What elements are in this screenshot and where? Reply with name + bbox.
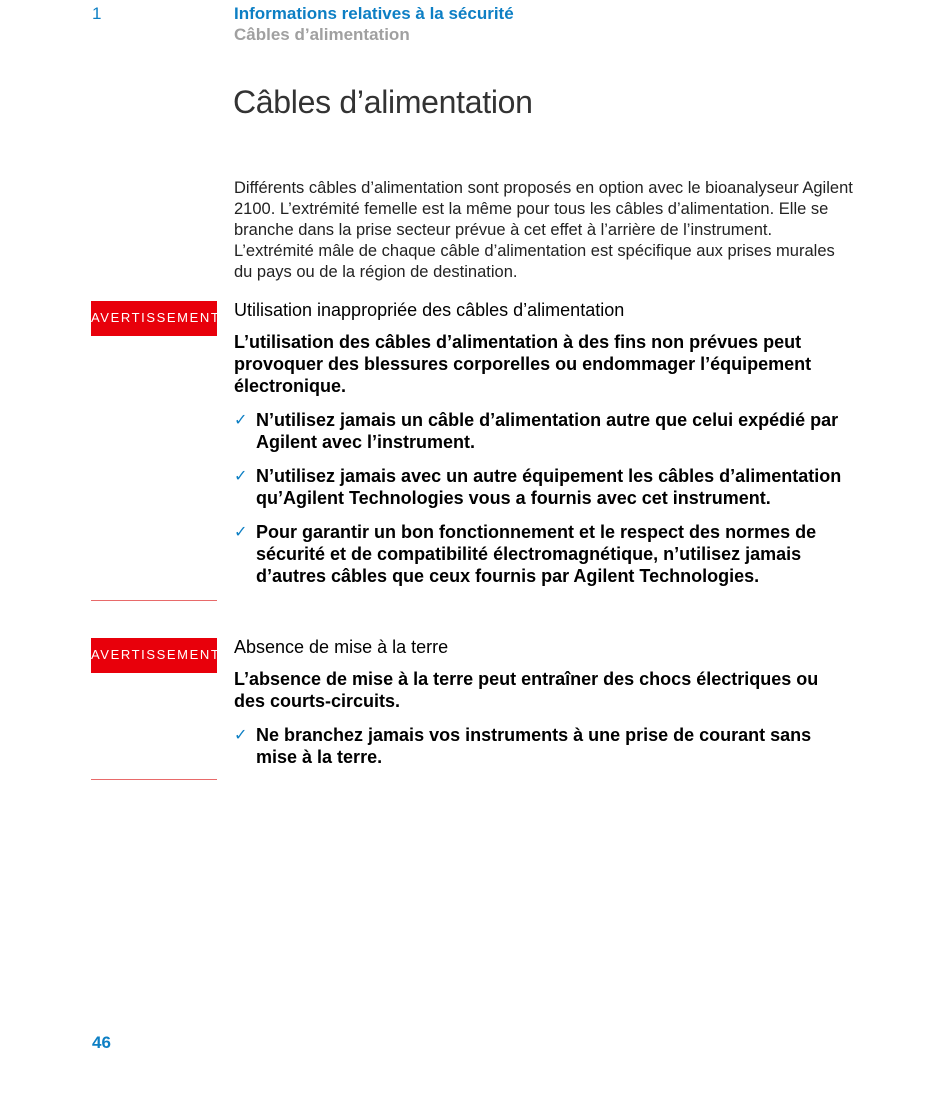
list-item-text: N’utilisez jamais avec un autre équipement les câbles d’alimentation qu’Agilent Technologies vous a fournis avec cet instrument. xyxy=(256,466,842,508)
checkmark-icon: ✓ xyxy=(234,466,248,485)
warning-block xyxy=(234,299,854,599)
warning-list xyxy=(234,724,854,768)
list-item-text: Ne branchez jamais vos instruments à une prise de courant sans mise à la terre. xyxy=(256,725,812,767)
warning-divider xyxy=(91,600,217,601)
warning-list xyxy=(234,409,854,587)
checkmark-icon: ✓ xyxy=(234,410,248,429)
warning-label: AVERTISSEMENT xyxy=(91,301,217,336)
warning-heading: Absence de mise à la terre xyxy=(234,637,449,657)
list-item xyxy=(234,521,854,587)
checkmark-icon: ✓ xyxy=(234,725,248,744)
page-title: Câbles d’alimentation xyxy=(233,84,533,120)
list-item-text: Pour garantir un bon fonctionnement et le respect des normes de sécurité et de compatibilité électromagnétique, n’utilisez jamais d’autres câbles que ceux fournis par Agilent Technologies. xyxy=(256,522,817,586)
list-item xyxy=(234,465,854,509)
list-item xyxy=(234,724,854,768)
list-item-text: N’utilisez jamais un câble d’alimentation autre que celui expédié par Agilent avec l’instrument. xyxy=(256,410,839,452)
running-header-subtitle: Câbles d’alimentation xyxy=(234,25,410,44)
warning-heading: Utilisation inappropriée des câbles d’alimentation xyxy=(234,300,625,320)
warning-text: L’absence de mise à la terre peut entraîner des chocs électriques ou des courts-circuits. xyxy=(234,669,819,711)
warning-divider xyxy=(91,779,217,780)
running-header-title: Informations relatives à la sécurité xyxy=(234,4,514,23)
intro-paragraph: Différents câbles d’alimentation sont proposés en option avec le bioanalyseur Agilent 2100. L’extrémité femelle est la même pour tous les câbles d’alimentation. Elle se branche dans la prise secteur prévue à cet effet à l’arrière de l’instrument. L’extrémité mâle de chaque câble d’alimentation est spécifique aux prises murales du pays ou de la région de destination. xyxy=(234,179,853,281)
warning-text: L’utilisation des câbles d’alimentation à des fins non prévues peut provoquer des blessures corporelles ou endommager l’équipement électronique. xyxy=(234,332,812,396)
warning-block xyxy=(234,636,854,780)
page-number: 46 xyxy=(92,1033,111,1052)
list-item xyxy=(234,409,854,453)
warning-label: AVERTISSEMENT xyxy=(91,638,217,673)
checkmark-icon: ✓ xyxy=(234,522,248,541)
chapter-number: 1 xyxy=(92,4,102,23)
